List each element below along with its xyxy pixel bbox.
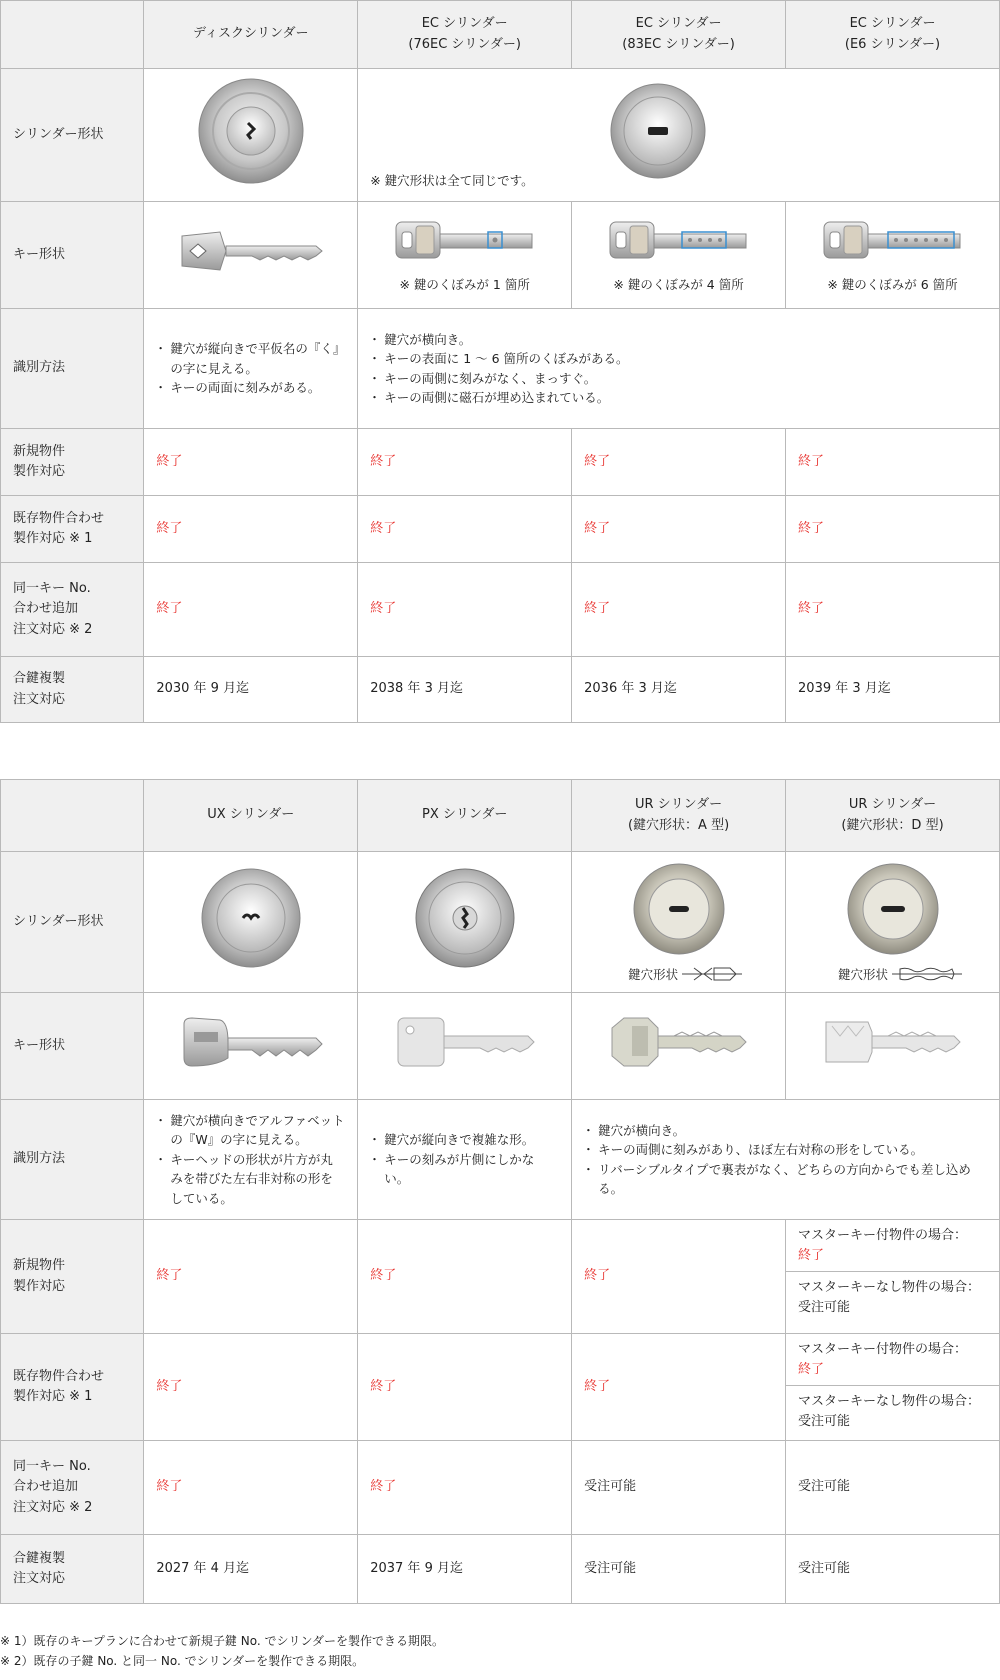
disc-cylinder-image — [144, 69, 358, 202]
disc-cylinder-icon — [196, 76, 306, 186]
disc-key-image — [144, 202, 358, 309]
same-key-row — [1, 563, 1000, 657]
row-label-identify-2: 識別方法 — [1, 1100, 144, 1220]
ec76-duplicate: 2038 年 3 月迄 — [358, 657, 572, 723]
ur-a-same-status: 受注可能 — [572, 1441, 786, 1535]
key-shape-row-2 — [1, 993, 1000, 1100]
header2-corner — [1, 780, 144, 852]
ux-same-status: 終了 — [144, 1441, 358, 1535]
disc-new-status: 終了 — [144, 429, 358, 496]
row-label-new-2: 新規物件 製作対応 — [1, 1220, 144, 1334]
ur-d-new-status — [786, 1220, 1000, 1334]
ec-identify-4: ・ キーの両側に磁石が埋め込まれている。 — [370, 388, 987, 407]
ur-a-keyhole-shape-icon — [682, 966, 742, 982]
ur-identify-3: ・ リバーシブルタイプで裏表がなく、どちらの方向からでも差し込める。 — [584, 1160, 987, 1199]
ur-a-cylinder-image — [572, 852, 786, 993]
existing-property-row — [1, 496, 1000, 563]
ec83-duplicate: 2036 年 3 月迄 — [572, 657, 786, 723]
row-label-new: 新規物件 製作対応 — [1, 429, 144, 496]
disc-same-status: 終了 — [144, 563, 358, 657]
ec-identify-2: ・ キーの表面に 1 ～ 6 箇所のくぼみがある。 — [370, 349, 987, 368]
new-property-row-2 — [1, 1220, 1000, 1334]
px-same-status: 終了 — [358, 1441, 572, 1535]
duplicate-row — [1, 657, 1000, 723]
ur-a-new-status: 終了 — [572, 1220, 786, 1334]
ec83-same-status: 終了 — [572, 563, 786, 657]
header-ec83: EC シリンダー (83EC シリンダー) — [572, 1, 786, 69]
ur-d-existing-master-without: マスターキーなし物件の場合： 受注可能 — [798, 1394, 981, 1430]
e6-key-image — [786, 202, 1000, 309]
e6-same-status: 終了 — [786, 563, 1000, 657]
ur-d-cylinder-icon — [845, 861, 941, 957]
row-label-identify: 識別方法 — [1, 309, 144, 429]
ur-d-keyhole-shape-icon — [892, 966, 962, 982]
header-e6: EC シリンダー (E6 シリンダー) — [786, 1, 1000, 69]
header-ec76: EC シリンダー (76EC シリンダー) — [358, 1, 572, 69]
header-px: PX シリンダー — [358, 780, 572, 852]
ur-d-existing-master-with: マスターキー付物件の場合： 終了 — [786, 1334, 999, 1386]
section1-header-row — [1, 1, 1000, 69]
ur-a-keyhole-label: 鍵穴形状 — [628, 965, 742, 984]
ux-key-image — [144, 993, 358, 1100]
identify-row — [1, 309, 1000, 429]
row-label-cylinder-shape-2: シリンダー形状 — [1, 852, 144, 993]
row-label-existing-2: 既存物件合わせ 製作対応 ※ 1 — [1, 1334, 144, 1441]
row-label-cylinder-shape: シリンダー形状 — [1, 69, 144, 202]
row-label-duplicate: 合鍵複製 注文対応 — [1, 657, 144, 723]
header-ux: UX シリンダー — [144, 780, 358, 852]
ur-d-key-image — [786, 993, 1000, 1100]
ec-identify — [358, 309, 1000, 429]
e6-key-note: ※ 鍵のくぼみが 6 箇所 — [827, 276, 958, 292]
disc-key-icon — [176, 226, 326, 276]
row-label-same-key-2: 同一キー No. 合わせ追加 注文対応 ※ 2 — [1, 1441, 144, 1535]
ux-new-status: 終了 — [144, 1220, 358, 1334]
px-cylinder-icon — [413, 866, 517, 970]
new-property-row — [1, 429, 1000, 496]
ur-d-cylinder-image — [786, 852, 1000, 993]
header-ur-a: UR シリンダー (鍵穴形状：A 型) — [572, 780, 786, 852]
cylinder-shape-row-2 — [1, 852, 1000, 993]
ec83-key-icon — [604, 216, 754, 264]
ec76-key-note: ※ 鍵のくぼみが 1 箇所 — [399, 276, 530, 292]
disc-identify-2: ・ キーの両面に刻みがある。 — [156, 378, 345, 397]
ec83-new-status: 終了 — [572, 429, 786, 496]
ux-identify — [144, 1100, 358, 1220]
px-identify-1: ・ 鍵穴が縦向きで複雑な形。 — [370, 1130, 559, 1149]
ec83-key-image — [572, 202, 786, 309]
key-shape-row — [1, 202, 1000, 309]
footnotes — [0, 1631, 444, 1671]
existing-property-row-2 — [1, 1334, 1000, 1441]
px-duplicate: 2037 年 9 月迄 — [358, 1535, 572, 1604]
ec76-existing-status: 終了 — [358, 496, 572, 563]
px-identify-2: ・ キーの刻みが片側にしかない。 — [370, 1150, 559, 1189]
ur-d-keyhole-label: 鍵穴形状 — [838, 965, 962, 984]
ur-d-duplicate: 受注可能 — [786, 1535, 1000, 1604]
ux-existing-status: 終了 — [144, 1334, 358, 1441]
px-new-status: 終了 — [358, 1220, 572, 1334]
section2-header-row — [1, 780, 1000, 852]
px-key-image — [358, 993, 572, 1100]
ur-a-key-icon — [604, 1012, 754, 1072]
footnote-2: ※ 2）既存の子鍵 No. と同一 No. でシリンダーを製作できる期限。 — [0, 1654, 365, 1668]
row-label-key-shape: キー形状 — [1, 202, 144, 309]
e6-key-icon — [818, 216, 968, 264]
e6-duplicate: 2039 年 3 月迄 — [786, 657, 1000, 723]
disc-identify-1: ・ 鍵穴が縦向きで平仮名の『く』の字に見える。 — [156, 339, 345, 378]
ec76-same-status: 終了 — [358, 563, 572, 657]
ux-duplicate: 2027 年 4 月迄 — [144, 1535, 358, 1604]
ur-identify — [572, 1100, 1000, 1220]
ur-d-new-master-with: マスターキー付物件の場合： 終了 — [786, 1220, 999, 1272]
header-disc: ディスクシリンダー — [144, 1, 358, 69]
ec-cylinder-image — [358, 69, 1000, 202]
row-label-duplicate-2: 合鍵複製 注文対応 — [1, 1535, 144, 1604]
ec-identify-3: ・ キーの両側に刻みがなく、まっすぐ。 — [370, 369, 987, 388]
disc-existing-status: 終了 — [144, 496, 358, 563]
row-label-key-shape-2: キー形状 — [1, 993, 144, 1100]
ux-identify-1: ・ 鍵穴が横向きでアルファベットの『W』の字に見える。 — [156, 1111, 345, 1150]
ur-identify-2: ・ キーの両側に刻みがあり、ほぼ左右対称の形をしている。 — [584, 1140, 987, 1159]
ur-d-key-icon — [818, 1012, 968, 1072]
same-key-row-2 — [1, 1441, 1000, 1535]
ec76-key-icon — [390, 216, 540, 264]
section1-table — [0, 0, 1000, 723]
duplicate-row-2 — [1, 1535, 1000, 1604]
ur-d-new-master-without: マスターキーなし物件の場合： 受注可能 — [798, 1280, 981, 1316]
ur-a-key-image — [572, 993, 786, 1100]
section2-table — [0, 779, 1000, 1604]
ec76-new-status: 終了 — [358, 429, 572, 496]
ur-a-existing-status: 終了 — [572, 1334, 786, 1441]
ec-identify-1: ・ 鍵穴が横向き。 — [370, 330, 987, 349]
row-label-existing: 既存物件合わせ 製作対応 ※ 1 — [1, 496, 144, 563]
disc-identify — [144, 309, 358, 429]
ec83-existing-status: 終了 — [572, 496, 786, 563]
e6-existing-status: 終了 — [786, 496, 1000, 563]
ec-cylinder-icon — [608, 81, 708, 181]
px-existing-status: 終了 — [358, 1334, 572, 1441]
ur-d-same-status: 受注可能 — [786, 1441, 1000, 1535]
ux-cylinder-image — [144, 852, 358, 993]
ur-identify-1: ・ 鍵穴が横向き。 — [584, 1121, 987, 1140]
cylinder-shape-row — [1, 69, 1000, 202]
px-key-icon — [390, 1012, 540, 1072]
ur-a-duplicate: 受注可能 — [572, 1535, 786, 1604]
ec76-key-image — [358, 202, 572, 309]
ec83-key-note: ※ 鍵のくぼみが 4 箇所 — [613, 276, 744, 292]
e6-new-status: 終了 — [786, 429, 1000, 496]
ec-keyhole-note: ※ 鍵穴形状は全て同じです。 — [370, 173, 534, 188]
header-ur-d: UR シリンダー (鍵穴形状：D 型) — [786, 780, 1000, 852]
ux-key-icon — [176, 1012, 326, 1072]
ux-identify-2: ・ キーヘッドの形状が片方が丸みを帯びた左右非対称の形をしている。 — [156, 1150, 345, 1208]
disc-duplicate: 2030 年 9 月迄 — [144, 657, 358, 723]
identify-row-2 — [1, 1100, 1000, 1220]
px-cylinder-image — [358, 852, 572, 993]
ur-d-existing-status — [786, 1334, 1000, 1441]
header-corner — [1, 1, 144, 69]
row-label-same-key: 同一キー No. 合わせ追加 注文対応 ※ 2 — [1, 563, 144, 657]
px-identify — [358, 1100, 572, 1220]
ur-a-cylinder-icon — [631, 861, 727, 957]
footnote-1: ※ 1）既存のキープランに合わせて新規子鍵 No. でシリンダーを製作できる期限。 — [0, 1634, 444, 1648]
ux-cylinder-icon — [199, 866, 303, 970]
